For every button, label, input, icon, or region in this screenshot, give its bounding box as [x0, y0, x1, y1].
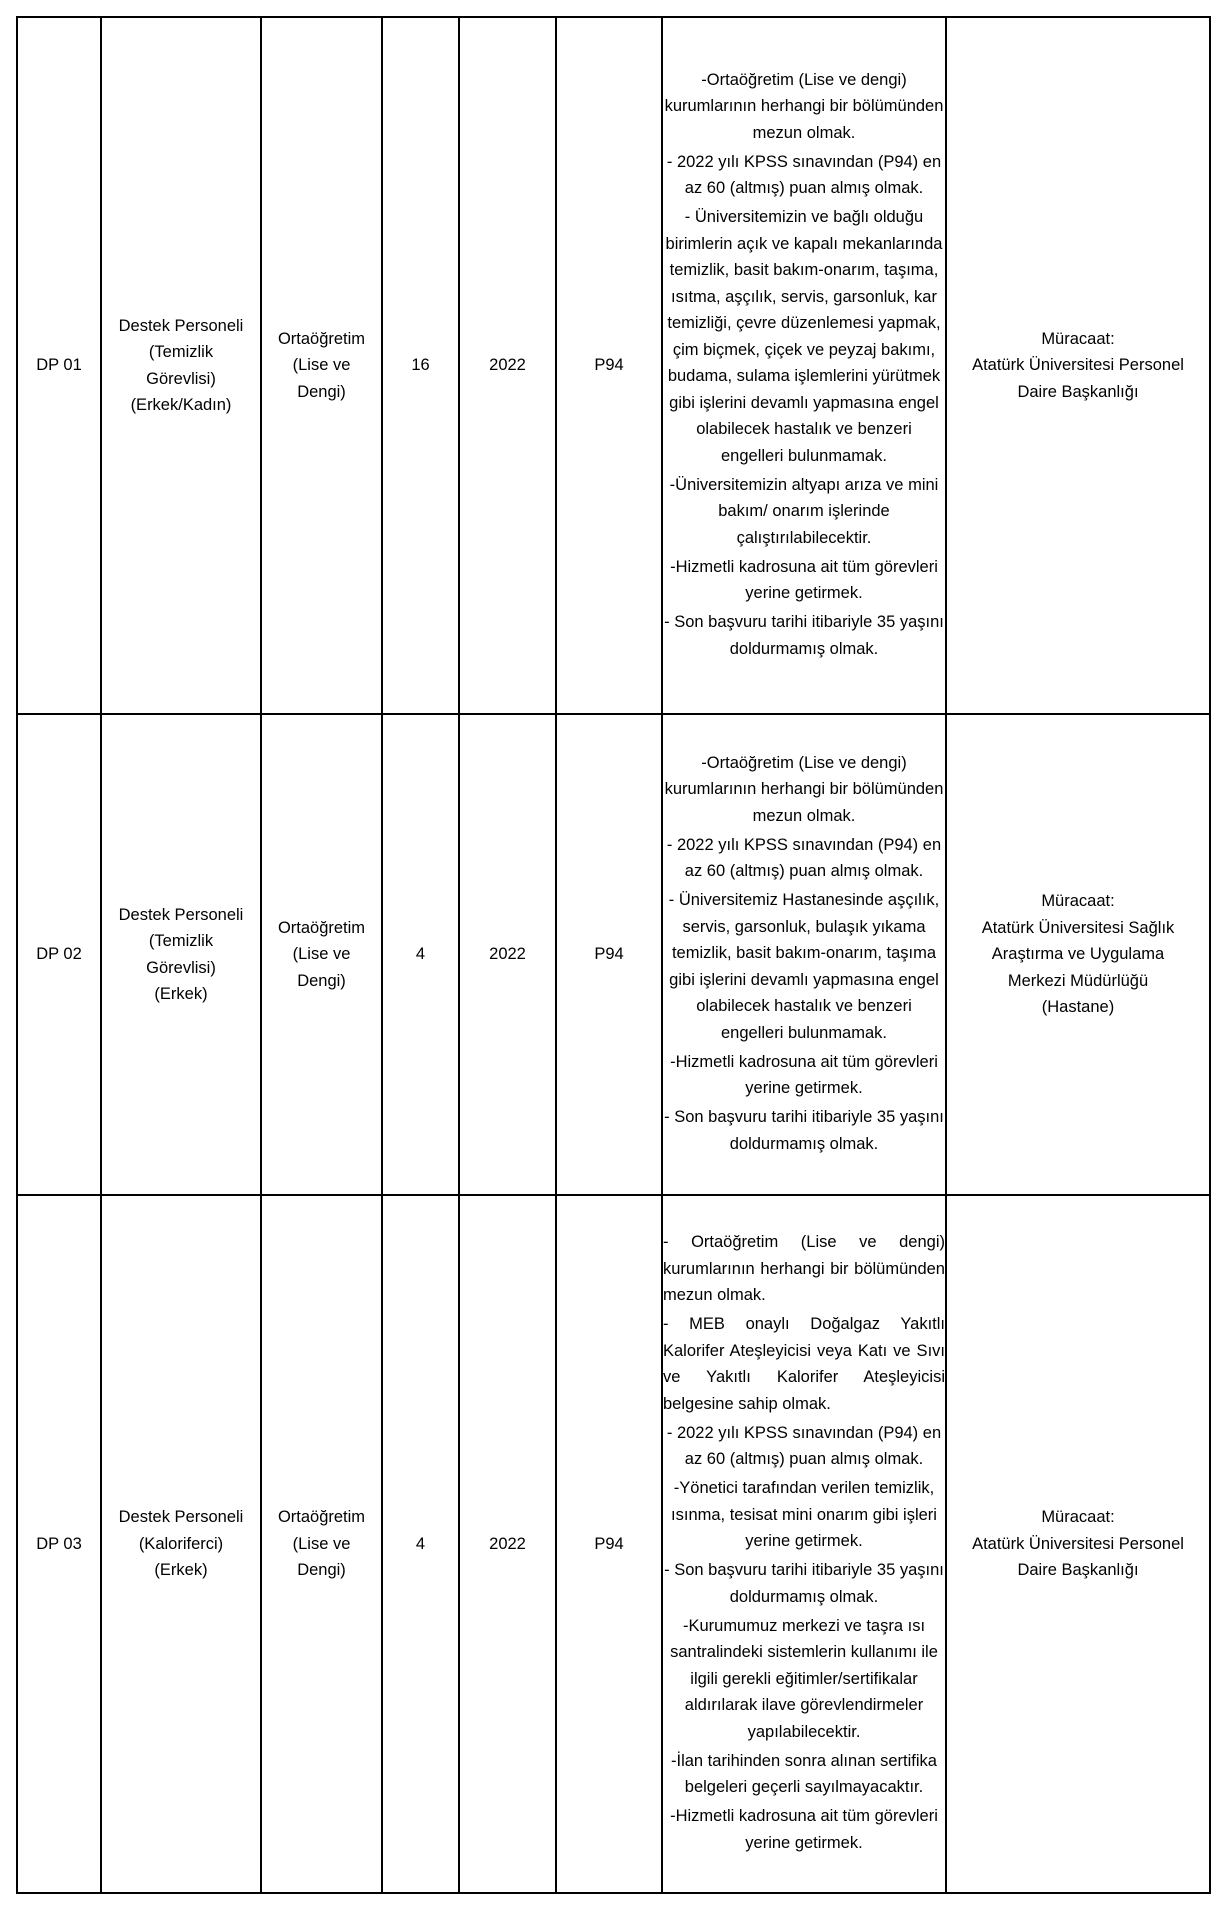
education-level — [261, 17, 382, 714]
application-office — [946, 17, 1210, 714]
position-title-line: Destek Personeli — [118, 1508, 244, 1527]
application-line: Müracaat: — [1041, 892, 1115, 911]
score-type: P94 — [556, 1195, 662, 1893]
position-title-line: (Erkek) — [154, 985, 208, 1003]
score-type: P94 — [556, 714, 662, 1195]
application-line: Merkezi Müdürlüğü — [1007, 971, 1149, 990]
requirement-item: - Ortaöğretim (Lise ve dengi) kurumlarının herhangi bir bölümünden mezun olmak. — [663, 1233, 945, 1305]
application-office — [946, 714, 1210, 1195]
requirements — [662, 17, 946, 714]
requirement-item: - Üniversitemiz Hastanesinde aşçılık, servis, garsonluk, bulaşık yıkama temizlik, basit bakım-onarım, taşıma gibi işlerini devamlı yapmasına engel olabilecek hastalık ve benzeri engelleri bulunmamak. — [668, 891, 940, 1042]
requirement-item: - 2022 yılı KPSS sınavından (P94) en az 60 (altmış) puan almış olmak. — [666, 835, 942, 880]
application-line: Müracaat: — [1041, 329, 1115, 348]
score-type: P94 — [556, 17, 662, 714]
requirement-item: - Son başvuru tarihi itibariyle 35 yaşını doldurmamış olmak. — [664, 1561, 944, 1606]
education-line: Ortaöğretim — [277, 918, 366, 937]
education-line: Dengi) — [297, 971, 346, 990]
requirements — [662, 714, 946, 1195]
requirement-item: -Ortaöğretim (Lise ve dengi) kurumlarının herhangi bir bölümünden mezun olmak. — [664, 70, 944, 142]
requirement-item: -İlan tarihinden sonra alınan sertifika belgeleri geçerli sayılmayacaktır. — [671, 1751, 937, 1797]
position-title-line: Görevlisi) — [146, 958, 216, 977]
position-title — [101, 1195, 261, 1893]
position-title-line: (Temizlik — [148, 932, 214, 950]
application-line: (Hastane) — [1041, 998, 1115, 1017]
requirement-item: -Hizmetli kadrosuna ait tüm görevleri yerine getirmek. — [670, 1807, 938, 1852]
application-line: Atatürk Üniversitesi Sağlık — [981, 918, 1175, 937]
requirement-item: - Üniversitemizin ve bağlı olduğu birimlerin açık ve kapalı mekanlarında temizlik, basit bakım-onarım, taşıma, ısıtma, aşçılık, servis, garsonluk, kar temizliği, çevre düzenlemesi yapmak, çim biçmek, çiçek ve peyzaj bakımı, budama, sulama işlemlerini yürütmek gibi işlerini devamlı yapmasına engel olabilecek hastalık ve benzeri engelleri bulunmamak. — [665, 208, 943, 465]
requirement-item: - 2022 yılı KPSS sınavından (P94) en az 60 (altmış) puan almış olmak. — [666, 1423, 942, 1469]
position-code: DP 01 — [17, 17, 101, 714]
table-row — [17, 1195, 1210, 1893]
education-level — [261, 714, 382, 1195]
application-line: Atatürk Üniversitesi Personel — [972, 1534, 1184, 1553]
education-line: Ortaöğretim — [277, 329, 366, 348]
position-title-line: (Erkek) — [154, 1561, 208, 1580]
requirement-item: -Kurumumuz merkezi ve taşra ısı santralindeki sistemlerin kullanımı ile ilgili gerekli eğitimler/sertifikalar aldırılarak ilave görevlendirmeler yapılabilecektir. — [670, 1616, 938, 1741]
position-count: 4 — [382, 714, 459, 1195]
table-row — [17, 17, 1210, 714]
exam-year: 2022 — [459, 17, 556, 714]
requirement-item: -Hizmetli kadrosuna ait tüm görevleri yerine getirmek. — [670, 557, 938, 602]
position-title-line: (Erkek/Kadın) — [130, 396, 232, 414]
requirement-item: -Hizmetli kadrosuna ait tüm görevleri yerine getirmek. — [670, 1052, 938, 1097]
position-title-line: Görevlisi) — [146, 369, 216, 388]
application-line: Müracaat: — [1041, 1508, 1115, 1527]
table-row — [17, 714, 1210, 1195]
application-line: Daire Başkanlığı — [1017, 1561, 1139, 1580]
position-title — [101, 17, 261, 714]
requirement-item: - Son başvuru tarihi itibariyle 35 yaşını doldurmamış olmak. — [664, 1108, 944, 1153]
education-level — [261, 1195, 382, 1893]
education-line: (Lise ve — [292, 356, 351, 375]
position-title-line: (Temizlik — [148, 343, 214, 361]
application-line: Araştırma ve Uygulama — [991, 945, 1165, 964]
application-line: Daire Başkanlığı — [1017, 382, 1139, 401]
education-line: Dengi) — [297, 382, 346, 401]
position-title-line: Destek Personeli — [118, 905, 244, 924]
exam-year: 2022 — [459, 1195, 556, 1893]
requirement-item: - 2022 yılı KPSS sınavından (P94) en az 60 (altmış) puan almış olmak. — [666, 152, 942, 197]
application-office — [946, 1195, 1210, 1893]
position-title-line: Destek Personeli — [118, 316, 244, 335]
position-title — [101, 714, 261, 1195]
position-count: 16 — [382, 17, 459, 714]
application-line: Atatürk Üniversitesi Personel — [972, 356, 1184, 375]
position-title-line: (Kaloriferci) — [138, 1534, 224, 1553]
position-code: DP 02 — [17, 714, 101, 1195]
requirement-item: -Yönetici tarafından verilen temizlik, ısınma, tesisat mini onarım gibi işleri yerine getirmek. — [671, 1479, 937, 1551]
requirement-item: -Ortaöğretim (Lise ve dengi) kurumlarının herhangi bir bölümünden mezun olmak. — [664, 753, 944, 825]
requirement-item: - MEB onaylı Doğalgaz Yakıtlı Kalorifer Ateşleyicisi veya Katı ve Sıvı ve Yakıtlı Kalorifer Ateşleyicisi belgesine sahip olmak. — [663, 1315, 945, 1413]
education-line: (Lise ve — [292, 1534, 351, 1553]
position-code: DP 03 — [17, 1195, 101, 1893]
requirement-item: - Son başvuru tarihi itibariyle 35 yaşını doldurmamış olmak. — [664, 613, 944, 658]
education-line: Ortaöğretim — [277, 1508, 366, 1527]
education-line: Dengi) — [297, 1561, 346, 1580]
exam-year: 2022 — [459, 714, 556, 1195]
requirement-item: -Üniversitemizin altyapı arıza ve mini bakım/ onarım işlerinde çalıştırılabilecektir. — [669, 475, 939, 547]
requirements — [662, 1195, 946, 1893]
position-count: 4 — [382, 1195, 459, 1893]
staff-positions-table — [16, 16, 1211, 1894]
education-line: (Lise ve — [292, 945, 351, 964]
